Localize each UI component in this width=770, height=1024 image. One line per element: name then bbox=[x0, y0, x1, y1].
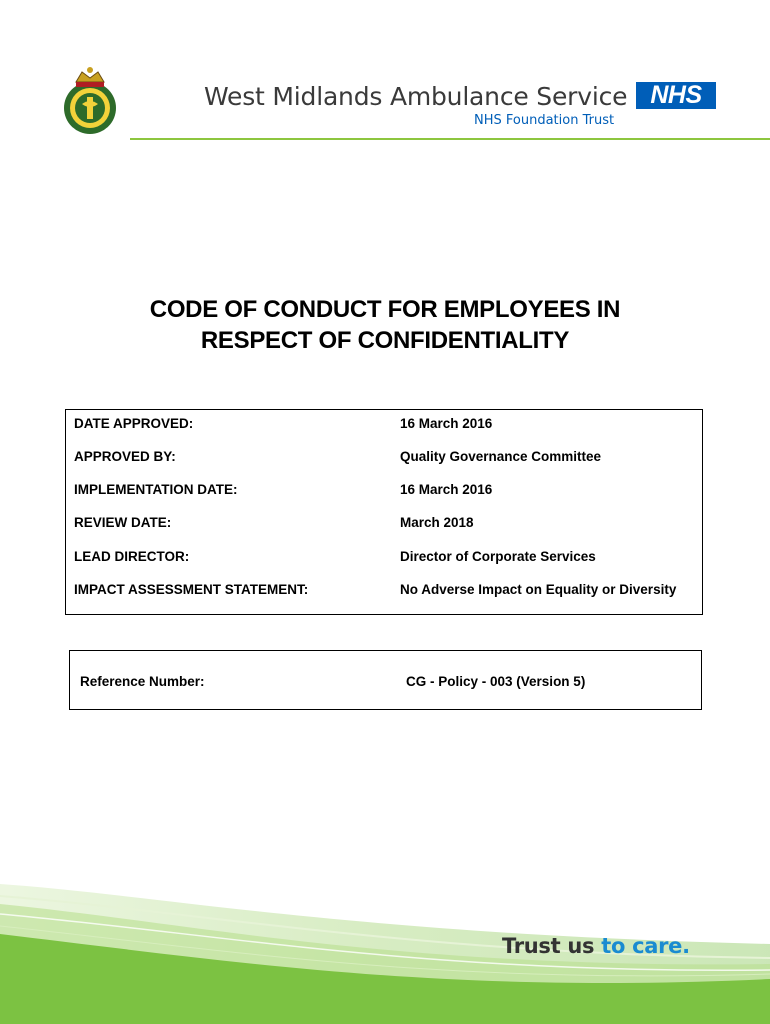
details-label: IMPACT ASSESSMENT STATEMENT: bbox=[74, 582, 309, 597]
details-label: DATE APPROVED: bbox=[74, 416, 194, 431]
document-title bbox=[0, 294, 770, 356]
details-value: 16 March 2016 bbox=[400, 482, 493, 497]
details-label: APPROVED BY: bbox=[74, 449, 176, 464]
details-value: Quality Governance Committee bbox=[400, 449, 602, 464]
title-line-2: RESPECT OF CONFIDENTIALITY bbox=[200, 327, 570, 354]
reference-value: CG - Policy - 003 (Version 5) bbox=[406, 674, 586, 689]
tagline-part-2: to care. bbox=[601, 934, 690, 958]
details-value: Director of Corporate Services bbox=[400, 549, 596, 564]
tagline bbox=[502, 934, 690, 958]
tagline-part-1: Trust us bbox=[502, 934, 602, 958]
header-divider bbox=[130, 138, 770, 140]
reference-box bbox=[69, 650, 702, 710]
details-label: LEAD DIRECTOR: bbox=[74, 549, 190, 564]
crest-icon bbox=[58, 64, 122, 136]
details-value: 16 March 2016 bbox=[400, 416, 493, 431]
details-label: IMPLEMENTATION DATE: bbox=[74, 482, 238, 497]
details-value: No Adverse Impact on Equality or Diversity bbox=[400, 582, 677, 597]
details-label: REVIEW DATE: bbox=[74, 515, 172, 530]
trust-name: NHS Foundation Trust bbox=[474, 113, 615, 128]
title-line-1: CODE OF CONDUCT FOR EMPLOYEES IN bbox=[149, 296, 621, 323]
nhs-logo: NHS bbox=[636, 82, 716, 109]
details-value: March 2018 bbox=[400, 515, 474, 530]
document-details-table bbox=[65, 409, 703, 615]
organisation-name: West Midlands Ambulance Service bbox=[204, 82, 628, 111]
reference-label: Reference Number: bbox=[80, 674, 205, 689]
